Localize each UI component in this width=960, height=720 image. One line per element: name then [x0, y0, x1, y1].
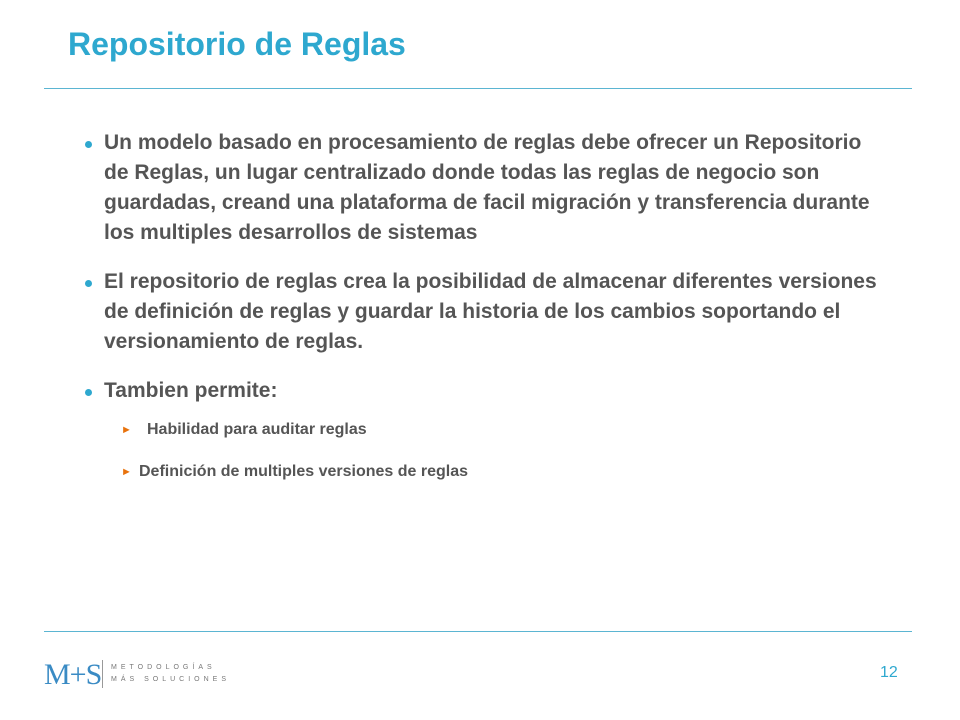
- circle-bullet-icon: [85, 389, 92, 396]
- slide-title: Repositorio de Reglas: [68, 26, 406, 62]
- page-number: 12: [880, 664, 898, 681]
- slide-content: [78, 128, 878, 503]
- bullet-item: [78, 376, 878, 406]
- top-divider: [44, 88, 912, 89]
- company-logo: [44, 656, 244, 692]
- circle-bullet-icon: [85, 141, 92, 148]
- sub-bullet-text: Habilidad para auditar reglas: [147, 421, 367, 438]
- bottom-divider: [44, 631, 912, 632]
- bullet-text: Un modelo basado en procesamiento de reglas debe ofrecer un Repositorio de Reglas, un lugar centralizado donde todas las reglas de negocio son guardadas, creand una plataforma de facil migración y transferencia durante los multiples desarrollos de sistemas: [104, 131, 870, 244]
- bullet-item: [78, 267, 878, 357]
- logo-line-2: MÁS SOLUCIONES: [111, 676, 231, 683]
- triangle-arrow-icon: ►: [121, 466, 132, 478]
- bullet-text: El repositorio de reglas crea la posibilidad de almacenar diferentes versiones de definición de reglas y guardar la historia de los cambios soportando el versionamiento de reglas.: [104, 270, 877, 353]
- sub-bullet-text: Definición de multiples versiones de reglas: [139, 463, 468, 480]
- sub-bullet-item: [121, 461, 921, 483]
- bullet-item: [78, 128, 878, 248]
- sub-bullet-item: [121, 419, 921, 441]
- logo-mark: M+S: [44, 658, 102, 691]
- bullet-text: Tambien permite:: [104, 379, 278, 402]
- circle-bullet-icon: [85, 280, 92, 287]
- triangle-arrow-icon: ►: [121, 424, 132, 436]
- logo-separator: [102, 660, 103, 688]
- logo-line-1: METODOLOGÍAS: [111, 664, 216, 671]
